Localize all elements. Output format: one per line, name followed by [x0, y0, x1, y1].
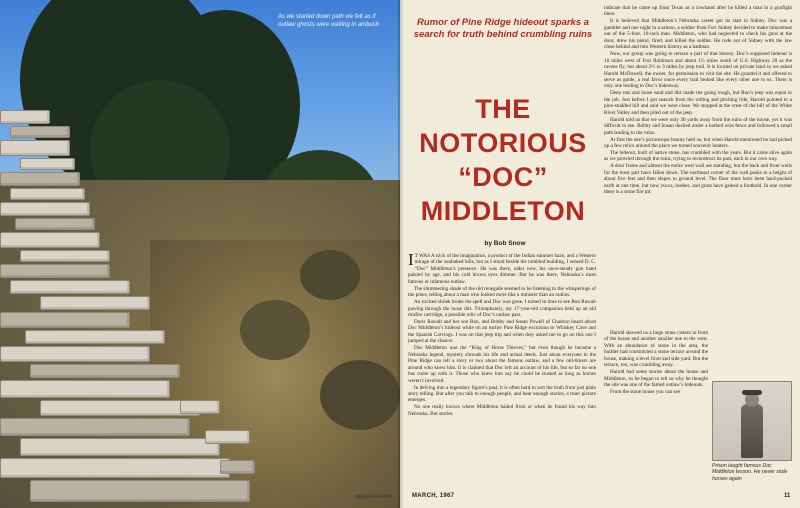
- paragraph: No one really knows where Middleton hailed from or when he found his way into Nebraska. But stories: [408, 404, 596, 417]
- doc-middleton-portrait: [712, 381, 792, 461]
- paragraph: A door frame and almost the entire west wall are standing, but the back and front walls for the most part have fallen down. The northeast corner of the wall peaks to a height of about five feet and then slopes to ground level. The floor must have been hard-packed earth at one time, but now yucca, bushes, and grass have gained a foothold. In one corner there is a stone fire pit.: [604, 163, 792, 196]
- title-line: “DOC”: [458, 162, 548, 192]
- paragraph: The hideout, built of native stone, has crumbled with the years. But it came alive again as we prowled through the ruins, trying to reconstruct its past, each in our own way.: [604, 149, 792, 163]
- paragraph: Doris Rawalt and her son Ron, and Bobby and Susan Powell of Chadron heard about Doc Middleton’s hideout while on an earlier Pine Ridge excursion to Whiskey Cave and the Spanish Carvings. I was on that jeep trip and when they asked me to go on this one I jumped at the chance.: [408, 319, 596, 345]
- paragraph: From the stone house you can see: [610, 389, 681, 396]
- portrait-caption: Prison taught famous Doc Middleton lesson. He never stole horses again: [712, 463, 788, 482]
- paragraph: In delving into a legendary figure’s past, it is often hard to sort the truth from just plain story telling. But after you talk to enough people, and hear enough stories, a truer picture emerges.: [408, 384, 596, 404]
- page-number: 11: [784, 493, 791, 499]
- paragraph: Harold had some stories about the house and Middleton, so he began to tell us why he thought the site was one of the famed outlaw’s hideouts.: [604, 369, 708, 389]
- portrait-figure: [741, 404, 763, 458]
- shrub: [300, 250, 360, 300]
- page-gutter: [398, 0, 404, 508]
- article-column-2: [604, 5, 792, 330]
- photo-credit: NEBRASKAland: [354, 493, 392, 501]
- paragraph: [408, 253, 596, 285]
- drop-cap: I: [408, 253, 414, 269]
- paragraph: Deep ruts and loose sand and dirt made the going rough, but Ron’s jeep was equal to the job. Just before I got seasick from the rolling and pitching ride, Harold pointed to a pine-studded hill and said we were close. We stopped at the crest of the hill of the White River Valley and then piled out of the jeep.: [604, 90, 792, 116]
- paragraph: It is believed that Middleton’s Nebraska career got its start in Sidney. Doc was a gambler and one night in a saloon, a soldier from Fort Sidney decided to make mincemeat out of the 5-foot, 10-inch man. Middleton, who had neglected to check his guns at the door, drew his pistol, fired, and killed the soldier. He rode out of Sidney with the law close behind and into Western history as a badman.: [604, 18, 792, 51]
- paragraph-text: T WAS A trick of the imagination, a product of the Indian summer haze, and a Western mirage of the sunbaked hills, but as I stood beside the tumbled building, I sensed D. C. “Doc” Middleton’s presence. He was there, older now, his once-steady gun hand palsied by age, and his cold brown eyes dimmer. But he was there, Nebraska’s most famous or infamous outlaw.: [408, 253, 596, 285]
- paragraph: indicate that he came up from Texas as a cowhand after he killed a man in a gunfight there.: [604, 5, 792, 18]
- paragraph: Doc Middleton was the “King of Horse Thieves,” but even though he became a Nebraska legend, mystery shrouds his life and actual deeds. Just about everyone in the Pine Ridge can tell a story or two about the famous outlaw, and a few old-timers are around who knew him. It is claimed that Doc left an account of his life, but so far no one has come up with it. Those who knew him say he could be trusted as long as horses weren’t involved.: [408, 345, 596, 384]
- issue-date: MARCH, 1967: [412, 493, 455, 499]
- portrait-hat: [742, 390, 762, 395]
- paragraph: An excited shriek broke the spell and Doc was gone. I turned in time to see Ron Rawalt pawing through the loose dirt. Triumphantly, my 17-year-old companion held up an old rimfire cartridge, a possible relic of Doc’s outlaw past.: [408, 299, 596, 319]
- title-line: NOTORIOUS: [419, 128, 587, 158]
- title-line: MIDDLETON: [420, 196, 586, 226]
- article-column-1: [408, 253, 596, 495]
- shrub: [320, 360, 400, 430]
- photo-caption: As we started down path we felt as if outlaw ghosts were waiting in ambush: [278, 14, 380, 28]
- paragraph: Now, our group was going to retrace a part of that history. Doc’s supposed hideout is 10 miles west of Fort Robinson and about 1½ miles south of U.S. Highway 20 as the ravens fly, but about 2½ to 3 miles by jeep trail. It is located on private land so we asked Harold McDowell, the owner, for permission to visit the site. He granted it and offered to serve as guide, a real favor since every trail looked like every other one to us. There is only one leading to Doc’s hideaway.: [604, 51, 792, 90]
- article-title: [418, 92, 588, 228]
- title-line: THE: [475, 94, 531, 124]
- byline: by Bob Snow: [484, 240, 526, 247]
- article-column-2-continued: [604, 330, 708, 476]
- paragraph: At first the site’s picturesque beauty held us, but when Harold mentioned he had picked up a few relics around the place we turned souvenir hunters.: [604, 136, 792, 150]
- paragraph: Harold showed us a large stone cistern in front of the house and another smaller one to the west. With an abundance of stone in the area, the builder had constructed a stone terrace around the house, making a level front and side yard. But the terrace, too, was crumbling away.: [604, 330, 708, 369]
- paragraph: Harold told us that we were only 30 yards away from the ruins of the house, yet it was difficult to see. Bobby and Susan ducked under a barbed wire fence and followed a small path leading to the ruins.: [604, 116, 792, 136]
- stone-wall-ruins: [0, 100, 260, 508]
- article-kicker: Rumor of Pine Ridge hideout sparks a search for truth behind crumbling ruins: [413, 17, 593, 40]
- paragraph: The shimmering shade of the old renegade seemed to be listening to the whisperings of the pines, telling about a man who looked more like a minister than an outlaw.: [408, 285, 596, 299]
